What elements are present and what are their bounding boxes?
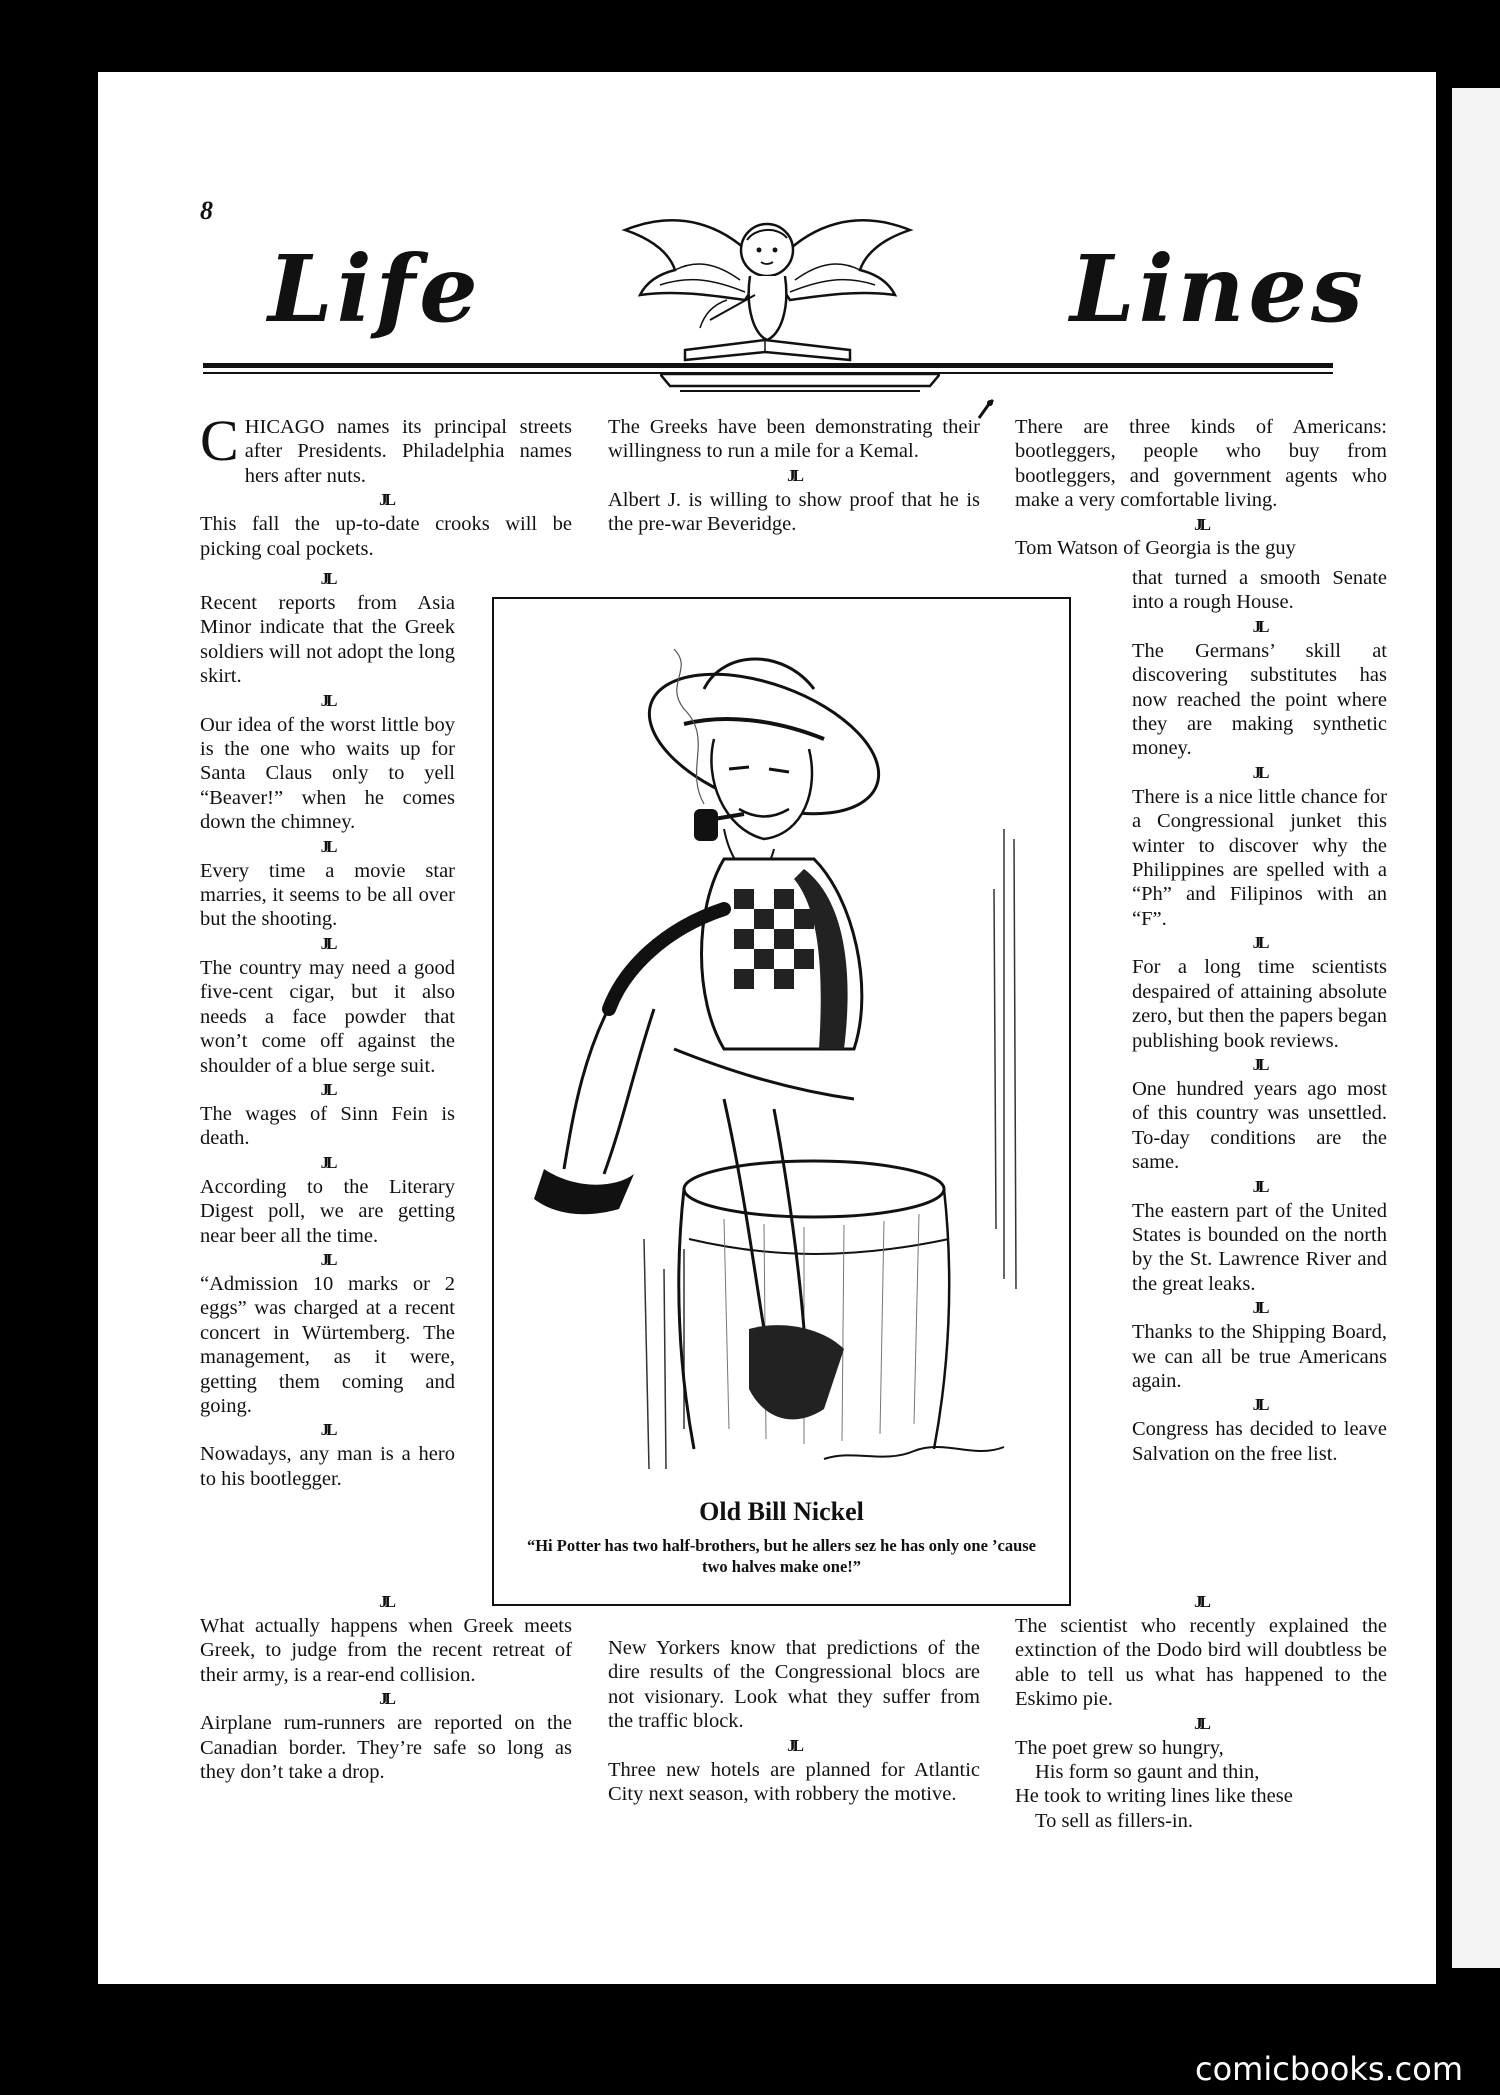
separator-mark: JL (379, 1689, 393, 1709)
paragraph: One hundred years ago most of this country was unsettled. To-day conditions are the same. (1132, 1077, 1387, 1174)
paragraph: There is a nice little chance for a Congressional junket this winter to discover why the Philippines are spelled with a “Ph” and Filipinos with an “F”. (1132, 785, 1387, 930)
adjacent-page-edge (1452, 88, 1500, 1968)
old-bill-nickel-illustration (524, 629, 1039, 1469)
separator-mark: JL (1252, 762, 1267, 782)
illustration-frame (492, 597, 1071, 1606)
paragraph: The eastern part of the United States is bounded on the north by the St. Lawrence River and the great leaks. (1132, 1199, 1387, 1295)
separator-mark: JL (1252, 1298, 1267, 1318)
column-1-bottom (200, 1592, 572, 1784)
separator-mark: JL (1252, 616, 1267, 636)
illustration-caption: “Hi Potter has two half-brothers, but he allers sez he has only one ’cause two halves make one!” (526, 1536, 1037, 1576)
paragraph: The wages of Sinn Fein is death. (200, 1102, 455, 1150)
separator-mark: JL (1194, 1713, 1208, 1733)
poem-line: The poet grew so hungry, (1015, 1736, 1224, 1759)
watermark: comicbooks.com (1195, 2050, 1464, 2088)
paragraph: According to the Literary Digest poll, we are getting near beer all the time. (200, 1175, 455, 1247)
column-3-bottom (1015, 1592, 1387, 1833)
separator-mark: JL (320, 933, 335, 953)
column-3-watson-lead (1015, 536, 1387, 560)
paragraph: The Germans’ skill at discovering substitutes has now reached the point where they are making synthetic money. (1132, 639, 1387, 760)
separator-mark: JL (320, 690, 335, 710)
separator-mark: JL (1194, 514, 1208, 534)
paragraph: Recent reports from Asia Minor indicate that the Greek soldiers will not adopt the long skirt. (200, 592, 455, 688)
separator-mark: JL (787, 1735, 801, 1755)
separator-mark: JL (320, 836, 335, 856)
masthead-base-ornament (660, 372, 940, 394)
separator-mark: JL (320, 1249, 335, 1269)
paragraph: The scientist who recently explained the extinction of the Dodo bird will doubtless be able to tell us what has happened to the Eskimo pie. (1015, 1615, 1387, 1711)
masthead-rule (203, 363, 1333, 368)
paragraph: This fall the up-to-date crooks will be picking coal pockets. (200, 513, 572, 560)
drop-cap: C (200, 408, 239, 473)
column-3-top (1015, 415, 1387, 537)
poem-line: To sell as fillers-in. (1035, 1809, 1193, 1832)
paragraph: New Yorkers know that predictions of the dire results of the Congressional blocs are not visionary. Look what they suffer from the traffic block. (608, 1637, 980, 1733)
paragraph: Albert J. is willing to show proof that he is the pre-war Beveridge. (608, 488, 980, 536)
column-1-narrow (200, 569, 455, 1491)
paragraph: Congress has decided to leave Salvation on the free list. (1132, 1418, 1387, 1465)
separator-mark: JL (379, 490, 393, 510)
separator-mark: JL (1252, 933, 1267, 953)
page-number: 8 (200, 196, 213, 225)
paragraph: Every time a movie star marries, it seems to be all over but the shooting. (200, 859, 455, 931)
column-3-narrow (1132, 566, 1387, 1466)
masthead-left-word: Life (268, 235, 482, 343)
separator-mark: JL (1252, 1054, 1267, 1074)
paragraph: Our idea of the worst little boy is the one who waits up for Santa Claus only to yell “Beaver!” when he comes down the chimney. (200, 713, 455, 834)
paragraph: There are three kinds of Americans: bootleggers, people who buy from bootleggers, and government agents who make a very comfortable living. (1015, 416, 1387, 512)
poem-line: He took to writing lines like these (1015, 1785, 1293, 1808)
column-1-top (200, 408, 572, 561)
paragraph: “Admission 10 marks or 2 eggs” was charged at a recent concert in Würtemberg. The management, as it were, getting them coming and going. (200, 1272, 455, 1417)
separator-mark: JL (379, 1592, 393, 1611)
paragraph: Thanks to the Shipping Board, we can all be true Americans again. (1132, 1321, 1387, 1392)
separator-mark: JL (787, 465, 801, 485)
paragraph: Airplane rum-runners are reported on the Canadian border. They’re safe so long as they don’t take a drop. (200, 1712, 572, 1784)
paragraph: Nowadays, any man is a hero to his bootlegger. (200, 1443, 455, 1490)
separator-mark: JL (320, 1152, 335, 1172)
paragraph: Three new hotels are planned for Atlantic City next season, with robbery the motive. (608, 1758, 980, 1806)
separator-mark: JL (320, 1420, 335, 1440)
separator-mark: JL (320, 569, 335, 588)
paragraph: Tom Watson of Georgia is the guy (1015, 537, 1296, 559)
separator-mark: JL (1252, 1176, 1267, 1196)
separator-mark: JL (1252, 1395, 1267, 1415)
paragraph: CHICAGO names its principal streets after Presidents. Philadelphia names hers after nuts. (200, 408, 572, 487)
cherub-emblem (615, 200, 920, 380)
paragraph: For a long time scientists despaired of attaining absolute zero, but then the papers began publishing book reviews. (1132, 956, 1388, 1052)
illustration-title: Old Bill Nickel (699, 1497, 864, 1526)
paragraph: that turned a smooth Senate into a rough House. (1132, 567, 1387, 614)
paragraph: The Greeks have been demonstrating their willingness to run a mile for a Kemal. (608, 416, 980, 463)
separator-mark: JL (1194, 1592, 1208, 1611)
poem-line: His form so gaunt and thin, (1035, 1761, 1260, 1784)
masthead-right-word: Lines (1070, 235, 1367, 343)
column-2-top (608, 415, 980, 537)
separator-mark: JL (320, 1079, 335, 1099)
paragraph: The country may need a good five-cent cigar, but it also needs a face powder that won’t come off against the shoulder of a blue serge suit. (200, 956, 455, 1077)
paragraph: What actually happens when Greek meets Greek, to judge from the recent retreat of their army, is a rear-end collision. (200, 1615, 572, 1686)
column-2-bottom (608, 1636, 980, 1806)
